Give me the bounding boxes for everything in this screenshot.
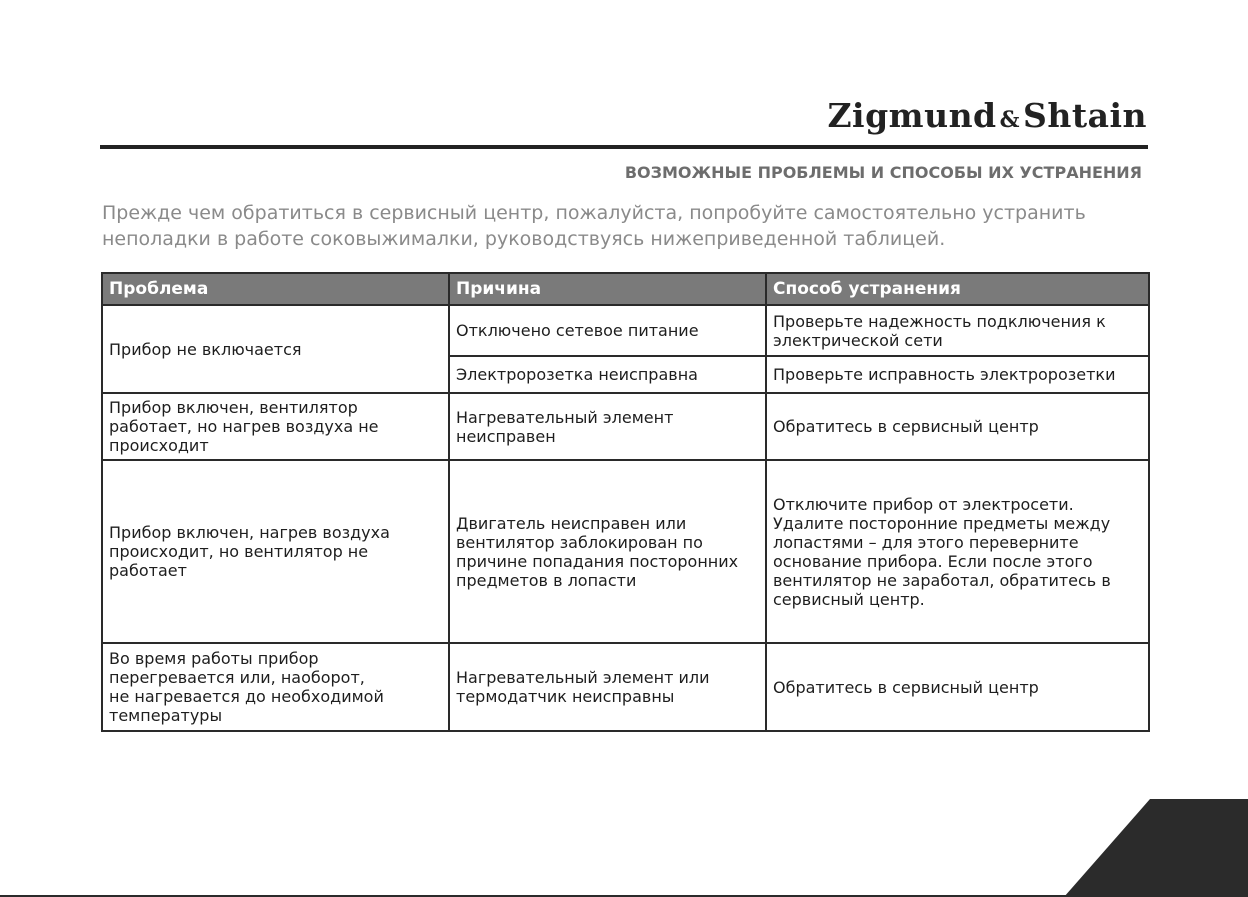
brand-logo <box>827 96 1147 135</box>
problem-text: Прибор не включается <box>109 339 302 359</box>
solution-cell <box>766 393 1149 460</box>
header-solution: Способ устранения <box>766 273 1149 305</box>
intro-line: Прежде чем обратиться в сервисный центр, пожалуйста, попробуйте самостоятельно устранить <box>102 202 1086 224</box>
header-rule <box>100 145 1148 149</box>
cause-text: Электророзетка неисправна <box>456 365 698 384</box>
cause-cell <box>449 393 766 460</box>
problem-cell <box>102 460 449 643</box>
corner-decoration <box>1150 799 1248 897</box>
solution-text: Обратитесь в сервисный центр <box>773 677 1039 697</box>
cause-text: Нагревательный элемент или термодатчик неисправны <box>456 668 710 706</box>
troubleshooting-table <box>101 272 1150 732</box>
cause-cell <box>449 460 766 643</box>
problem-text: Во время работы прибор перегревается или, наоборот, не нагревается до необходимой температуры <box>109 649 384 725</box>
solution-cell <box>766 643 1149 731</box>
solution-text: Проверьте надежность подключения к электрической сети <box>773 311 1106 350</box>
cause-text: Отключено сетевое питание <box>456 321 699 340</box>
intro-paragraph <box>102 200 1142 252</box>
section-title: ВОЗМОЖНЫЕ ПРОБЛЕМЫ И СПОСОБЫ ИХ УСТРАНЕНИЯ <box>624 163 1142 182</box>
cause-text: Нагревательный элемент неисправен <box>456 407 674 446</box>
brand-name-left: Zigmund <box>827 96 997 135</box>
problem-cell <box>102 643 449 731</box>
problem-text: Прибор включен, вентилятор работает, но нагрев воздуха не происходит <box>109 398 379 455</box>
cause-cell <box>449 305 766 356</box>
cause-cell <box>449 356 766 393</box>
brand-name-right: Shtain <box>1023 96 1147 135</box>
problem-cell <box>102 393 449 460</box>
table-row <box>102 305 1149 356</box>
table-row <box>102 460 1149 643</box>
header-problem: Проблема <box>102 273 449 305</box>
table-header-row <box>102 273 1149 305</box>
solution-cell <box>766 460 1149 643</box>
intro-line: неполадки в работе соковыжималки, руководствуясь нижеприведенной таблицей. <box>102 228 946 250</box>
solution-text: Отключите прибор от электросети. Удалите посторонние предметы между лопастями – для этого переверните основание прибора. Если после этого вентилятор не заработал, обратитесь в сервисный центр. <box>773 494 1111 609</box>
solution-text: Обратитесь в сервисный центр <box>773 417 1039 436</box>
table-row <box>102 643 1149 731</box>
solution-text: Проверьте исправность электророзетки <box>773 365 1116 384</box>
cause-cell <box>449 643 766 731</box>
problem-text: Прибор включен, нагрев воздуха происходит, но вентилятор не работает <box>109 523 390 580</box>
brand-ampersand: & <box>999 107 1021 133</box>
header-cause: Причина <box>449 273 766 305</box>
table-row <box>102 393 1149 460</box>
cause-text: Двигатель неисправен или вентилятор заблокирован по причине попадания посторонних предметов в лопасти <box>456 513 739 590</box>
solution-cell <box>766 305 1149 356</box>
solution-cell <box>766 356 1149 393</box>
corner-decoration-slope <box>1064 799 1150 897</box>
problem-cell <box>102 305 449 393</box>
